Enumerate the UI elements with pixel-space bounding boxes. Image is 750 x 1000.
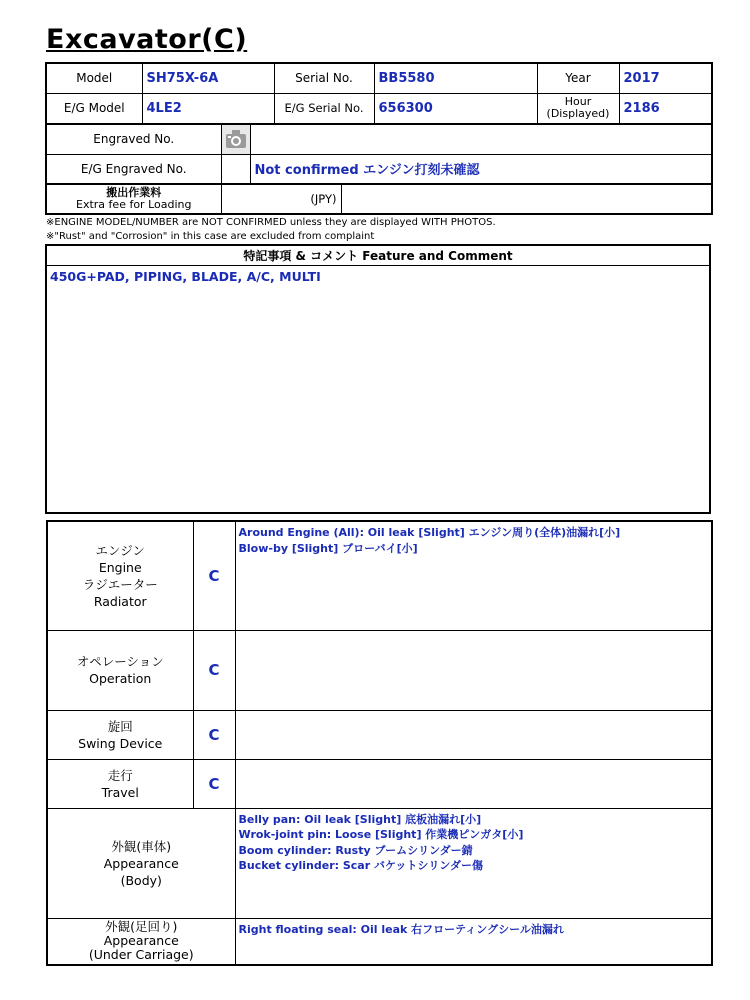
extra-fee-unit: (JPY) (221, 184, 341, 214)
eg-engraved-label: E/G Engraved No. (46, 154, 221, 184)
extra-fee-label-jp: 搬出作業料 (106, 186, 162, 199)
travel-label-jp: 走行 (107, 767, 133, 783)
extra-fee-value (341, 184, 712, 214)
info-table (45, 62, 713, 125)
inspection-table (46, 520, 713, 966)
section-row-swing (47, 710, 712, 759)
year-label: Year (537, 63, 619, 93)
section-label-engine (47, 521, 193, 630)
section-comments-body (235, 808, 712, 918)
hour-value: 2186 (619, 93, 712, 124)
section-label-undercarriage (47, 918, 235, 965)
section-comments-undercarriage (235, 918, 712, 965)
body-label-sub: (Body) (120, 872, 162, 888)
undercarriage-label-en: Appearance (103, 933, 179, 949)
section-comments-swing (235, 710, 712, 759)
operation-label-en: Operation (89, 671, 152, 686)
radiator-label-jp: ラジエーター (82, 576, 158, 592)
model-value: SH75X-6A (142, 63, 274, 93)
section-label-travel (47, 759, 193, 808)
hour-label-line1: Hour (564, 95, 592, 109)
section-rating-swing: C (193, 710, 235, 759)
section-comments-engine (235, 521, 712, 630)
comment-line: Right floating seal: Oil leak 右フローティングシール油漏れ (238, 922, 564, 936)
eg-serial-value: 656300 (374, 93, 537, 124)
extra-fee-label-en: Extra fee for Loading (76, 198, 192, 211)
eg-engraved-value: Not confirmed エンジン打刻未確認 (250, 154, 712, 184)
engraved-table (45, 123, 713, 185)
section-rating-operation: C (193, 630, 235, 710)
section-row-operation (47, 630, 712, 710)
page-title: Excavator(C) (46, 24, 248, 55)
camera-cell[interactable] (221, 124, 250, 154)
hour-label (537, 93, 619, 124)
undercarriage-label-jp: 外観(足回り) (105, 919, 178, 935)
serial-label: Serial No. (274, 63, 374, 93)
extra-fee-label (46, 184, 221, 214)
feature-header: 特記事項 & コメント Feature and Comment (46, 245, 710, 265)
travel-label-en: Travel (101, 784, 139, 800)
swing-label-en: Swing Device (78, 735, 163, 751)
undercarriage-label-sub: (Under Carriage) (88, 947, 194, 963)
section-row-undercarriage (47, 918, 712, 965)
section-comments-travel (235, 759, 712, 808)
model-label: Model (46, 63, 142, 93)
body-label-en: Appearance (103, 855, 179, 871)
engine-label-en: Engine (98, 559, 142, 575)
eg-model-value: 4LE2 (142, 93, 274, 124)
year-value: 2017 (619, 63, 712, 93)
comment-line: Belly pan: Oil leak [Slight] 底板油漏れ[小] (238, 812, 482, 826)
radiator-label-en: Radiator (93, 593, 147, 609)
operation-label-jp: オペレーション (76, 654, 164, 669)
section-row-travel (47, 759, 712, 808)
body-label-jp: 外観(車体) (111, 838, 172, 854)
swing-label-jp: 旋回 (107, 718, 133, 734)
section-label-operation (47, 630, 193, 710)
extra-fee-table (45, 183, 713, 215)
engraved-label: Engraved No. (46, 124, 221, 154)
comment-line: Wrok-joint pin: Loose [Slight] 作業機ピンガタ[小] (238, 828, 524, 841)
eg-serial-label: E/G Serial No. (274, 93, 374, 124)
hour-label-line2: (Displayed) (546, 107, 610, 121)
engraved-value (250, 124, 712, 154)
section-comments-operation (235, 630, 712, 710)
comment-line: Boom cylinder: Rusty ブームシリンダー錆 (238, 843, 473, 857)
section-rating-travel: C (193, 759, 235, 808)
comment-line: Around Engine (All): Oil leak [Slight] エンジン周り(全体)油漏れ[小] (238, 526, 621, 539)
feature-table (45, 244, 711, 514)
section-row-engine (47, 521, 712, 630)
comment-line: Blow-by [Slight] ブローバイ[小] (238, 541, 418, 555)
section-rating-engine: C (193, 521, 235, 630)
serial-value: BB5580 (374, 63, 537, 93)
section-label-swing (47, 710, 193, 759)
note-engine: ※ENGINE MODEL/NUMBER are NOT CONFIRMED unless they are displayed WITH PHOTOS. (46, 217, 496, 228)
eg-engraved-blank (221, 154, 250, 184)
eg-model-label: E/G Model (46, 93, 142, 124)
section-row-body (47, 808, 712, 918)
comment-line: Bucket cylinder: Scar バケットシリンダー傷 (238, 859, 483, 872)
feature-text: 450G+PAD, PIPING, BLADE, A/C, MULTI (46, 265, 710, 513)
camera-icon (224, 128, 248, 150)
note-rust: ※"Rust" and "Corrosion" in this case are excluded from complaint (46, 231, 375, 242)
engine-label-jp: エンジン (95, 542, 145, 558)
section-label-body (47, 808, 235, 918)
